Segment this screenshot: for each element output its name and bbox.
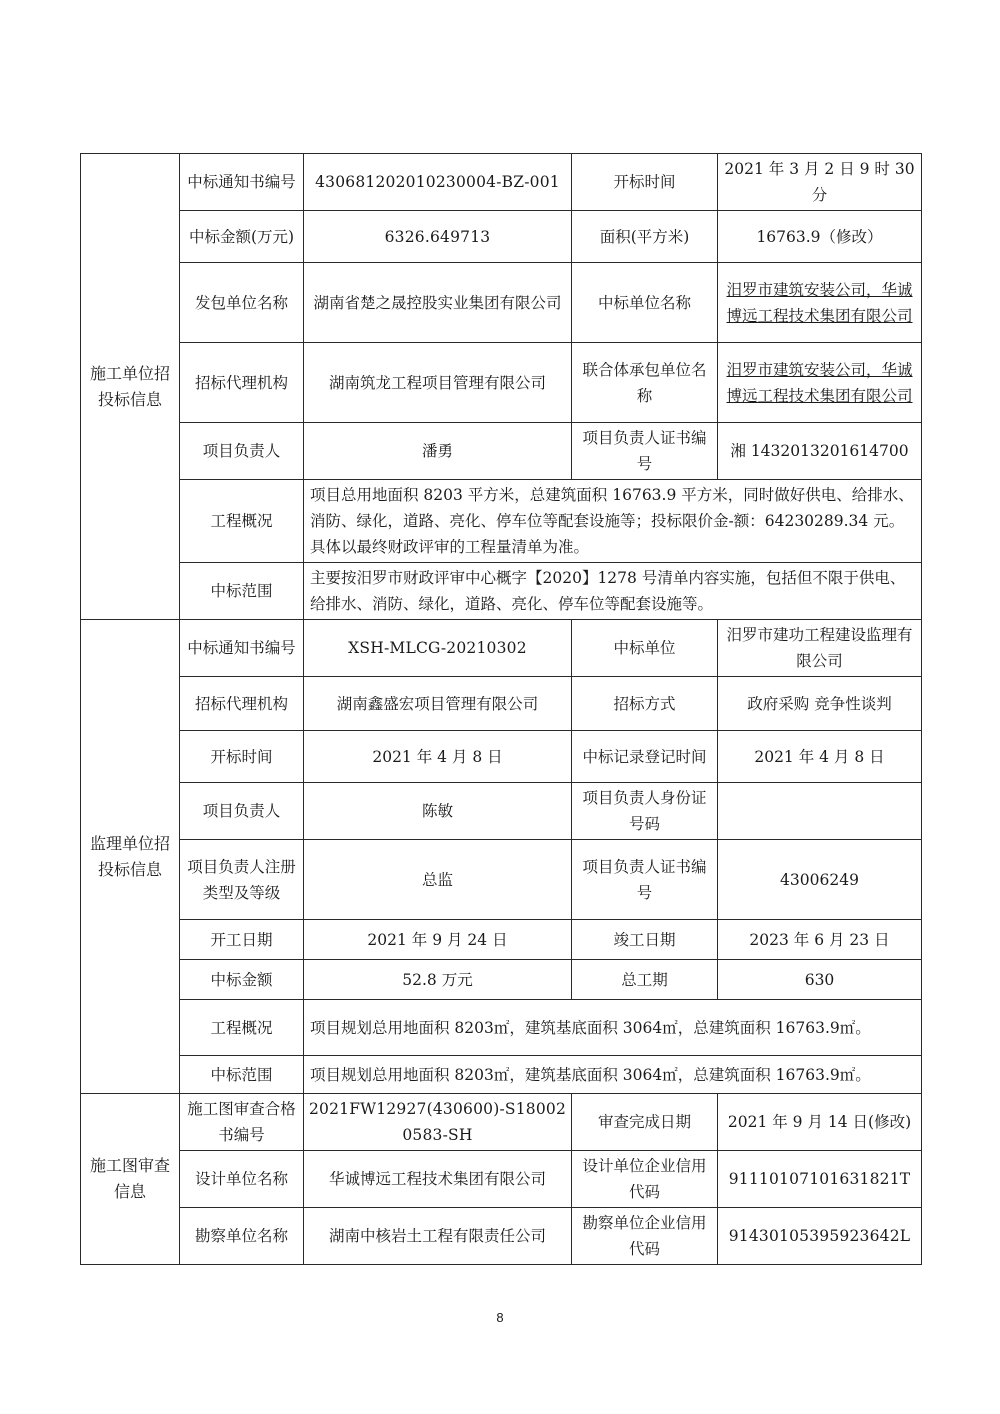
field-label: 开工日期 (180, 920, 304, 960)
page-number: 8 (496, 1310, 504, 1325)
field-value: 湖南筑龙工程项目管理有限公司 (304, 343, 572, 423)
field-value: 630 (718, 960, 922, 1000)
field-label: 竣工日期 (572, 920, 718, 960)
field-label: 项目负责人注册类型及等级 (180, 840, 304, 920)
field-value: 总监 (304, 840, 572, 920)
field-label: 工程概况 (180, 1000, 304, 1056)
field-value: 2021 年 9 月 24 日 (304, 920, 572, 960)
field-label: 面积(平方米) (572, 211, 718, 263)
field-value: XSH-MLCG-20210302 (304, 620, 572, 677)
section-title-construction: 施工单位招投标信息 (81, 154, 180, 620)
field-value: 6326.649713 (304, 211, 572, 263)
field-value: 43006249 (718, 840, 922, 920)
scope-text: 项目规划总用地面积 8203㎡，建筑基底面积 3064㎡，总建筑面积 16763.9㎡。 (304, 1056, 922, 1094)
scope-text: 主要按汨罗市财政评审中心概字【2020】1278 号清单内容实施，包括但不限于供电、给排水、消防、绿化，道路、亮化、停车位等配套设施等。 (304, 563, 922, 620)
field-value (718, 783, 922, 840)
field-value: 政府采购 竞争性谈判 (718, 677, 922, 731)
field-label: 中标金额(万元) (180, 211, 304, 263)
field-value: 2021 年 4 月 8 日 (718, 731, 922, 783)
section-title-supervision: 监理单位招投标信息 (81, 620, 180, 1094)
field-value: 陈敏 (304, 783, 572, 840)
field-label: 开标时间 (572, 154, 718, 211)
field-value: 华诚博远工程技术集团有限公司 (304, 1151, 572, 1208)
field-value: 2021FW12927(430600)-S180020583-SH (304, 1094, 572, 1151)
field-value: 430681202010230004-BZ-001 (304, 154, 572, 211)
field-label: 设计单位名称 (180, 1151, 304, 1208)
field-value: 16763.9（修改） (718, 211, 922, 263)
field-label: 中标金额 (180, 960, 304, 1000)
field-label: 中标通知书编号 (180, 620, 304, 677)
field-label: 发包单位名称 (180, 263, 304, 343)
consortium-value: 汨罗市建筑安装公司，华诚博远工程技术集团有限公司 (718, 343, 922, 423)
field-value: 91430105395923642L (718, 1208, 922, 1265)
field-label: 施工图审查合格书编号 (180, 1094, 304, 1151)
field-value: 2023 年 6 月 23 日 (718, 920, 922, 960)
field-label: 总工期 (572, 960, 718, 1000)
field-label: 审查完成日期 (572, 1094, 718, 1151)
field-label: 项目负责人 (180, 423, 304, 480)
overview-text: 项目总用地面积 8203 平方米，总建筑面积 16763.9 平方米，同时做好供电、给排水、消防、绿化，道路、亮化、停车位等配套设施等；投标限价金-额：64230289.34 元。具体以最终财政评审的工程量清单为准。 (304, 480, 922, 563)
field-value: 湘 1432013201614700 (718, 423, 922, 480)
field-label: 勘察单位企业信用代码 (572, 1208, 718, 1265)
field-label: 招标代理机构 (180, 343, 304, 423)
field-label: 招标代理机构 (180, 677, 304, 731)
field-label: 招标方式 (572, 677, 718, 731)
field-value: 2021 年 4 月 8 日 (304, 731, 572, 783)
field-value: 52.8 万元 (304, 960, 572, 1000)
field-label: 开标时间 (180, 731, 304, 783)
field-label: 联合体承包单位名称 (572, 343, 718, 423)
field-value: 湖南鑫盛宏项目管理有限公司 (304, 677, 572, 731)
field-value: 2021 年 9 月 14 日(修改) (718, 1094, 922, 1151)
field-label: 中标范围 (180, 1056, 304, 1094)
field-value: 91110107101631821T (718, 1151, 922, 1208)
field-value: 2021 年 3 月 2 日 9 时 30 分 (718, 154, 922, 211)
field-label: 中标记录登记时间 (572, 731, 718, 783)
field-label: 工程概况 (180, 480, 304, 563)
field-label: 中标单位名称 (572, 263, 718, 343)
field-label: 勘察单位名称 (180, 1208, 304, 1265)
info-table (80, 153, 922, 1265)
field-label: 设计单位企业信用代码 (572, 1151, 718, 1208)
field-label: 中标通知书编号 (180, 154, 304, 211)
field-label: 项目负责人证书编号 (572, 840, 718, 920)
overview-text: 项目规划总用地面积 8203㎡，建筑基底面积 3064㎡，总建筑面积 16763.9㎡。 (304, 1000, 922, 1056)
field-label: 中标单位 (572, 620, 718, 677)
field-value: 湖南中核岩土工程有限责任公司 (304, 1208, 572, 1265)
field-label: 项目负责人证书编号 (572, 423, 718, 480)
winning-bidder-value: 汨罗市建筑安装公司，华诚博远工程技术集团有限公司 (718, 263, 922, 343)
section-title-review: 施工图审查信息 (81, 1094, 180, 1265)
field-label: 项目负责人 (180, 783, 304, 840)
field-value: 湖南省楚之晟控股实业集团有限公司 (304, 263, 572, 343)
field-value: 潘勇 (304, 423, 572, 480)
field-value: 汨罗市建功工程建设监理有限公司 (718, 620, 922, 677)
field-label: 项目负责人身份证号码 (572, 783, 718, 840)
field-label: 中标范围 (180, 563, 304, 620)
